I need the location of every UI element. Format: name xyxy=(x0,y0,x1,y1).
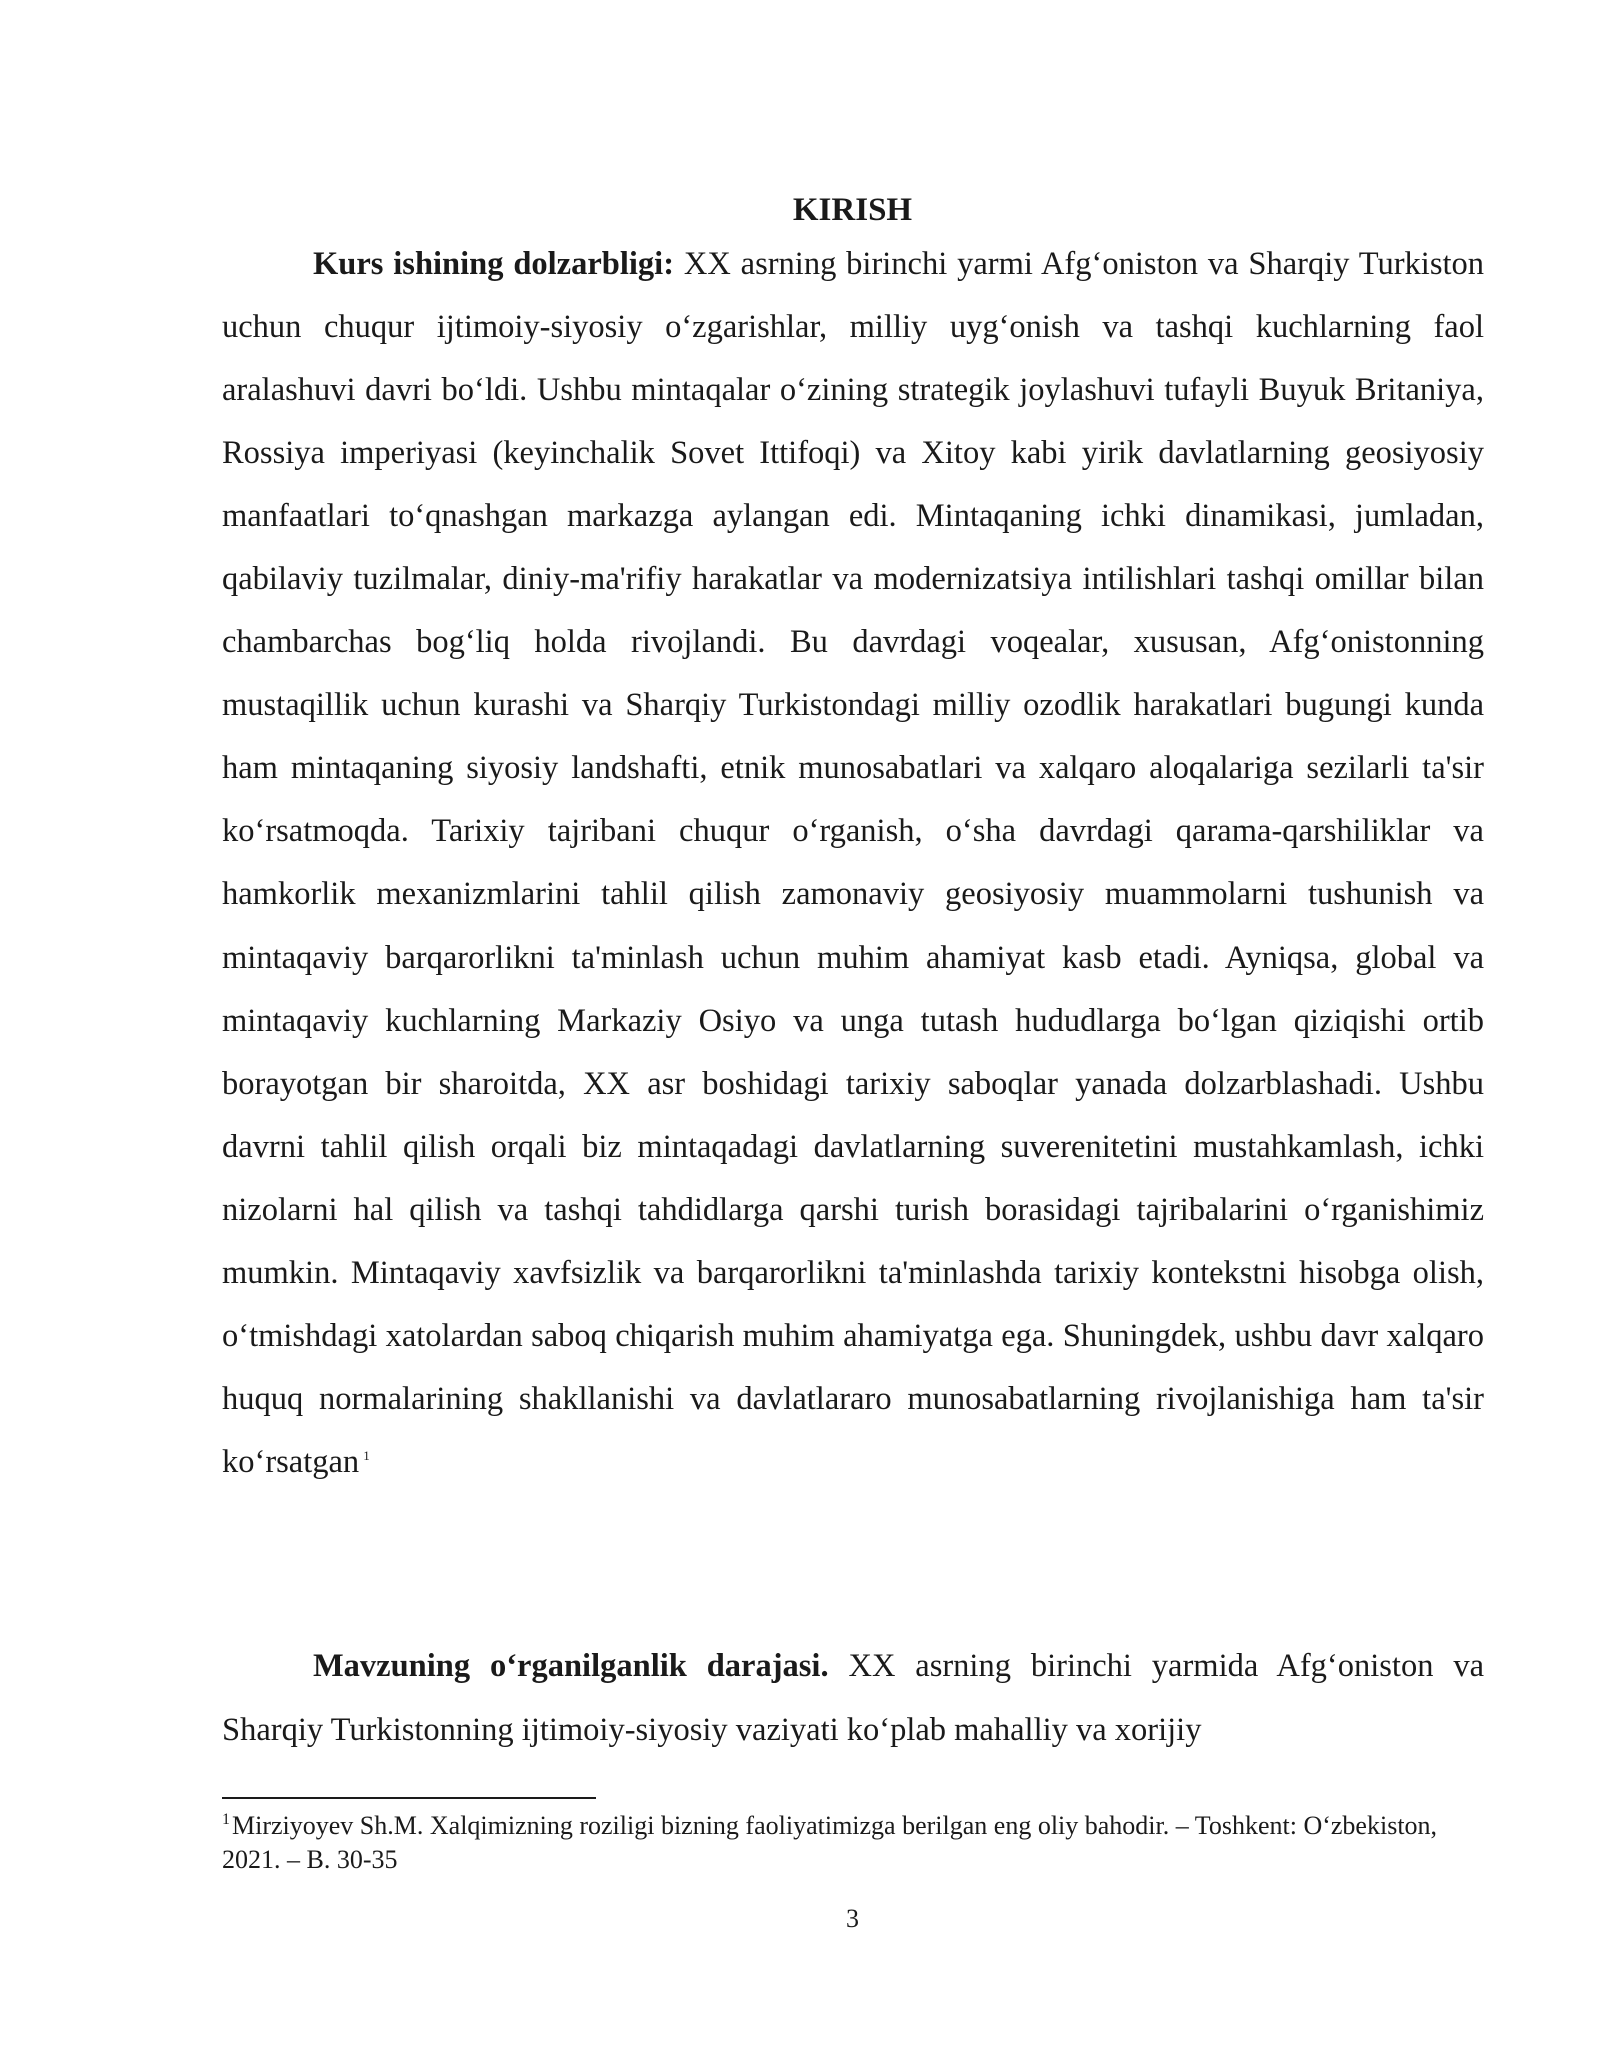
paragraph-relevance xyxy=(222,233,1484,1494)
footnote xyxy=(222,1809,1484,1877)
paragraph-text: XX asrning birinchi yarmida Afg‘oniston va Sharqiy Turkistonning ijtimoiy-siyosiy vaziyati ko‘plab mahalliy va xorijiy xyxy=(222,1648,1485,1748)
paragraph-text: XX asrning birinchi yarmi Afg‘oniston va Sharqiy Turkiston uchun chuqur ijtimoiy-siyosiy o‘zgarishlar, milliy uyg‘onish va tashqi kuchlarning faol aralashuvi davri bo‘ldi. Ushbu mintaqalar o‘zining strategik joylashuvi tufayli Buyuk Britaniya, Rossiya imperiyasi (keyinchalik Sovet Ittifoqi) va Xitoy kabi yirik davlatlarning geosiyosiy manfaatlari to‘qnashgan markazga aylangan edi. Mintaqaning ichki dinamikasi, jumladan, qabilaviy tuzilmalar, diniy-ma'rifiy harakatlar va modernizatsiya intilishlari tashqi omillar bilan chambarchas bog‘liq holda rivojlandi. Bu davrdagi voqealar, xususan, Afg‘onistonning mustaqillik uchun kurashi va Sharqiy Turkistondagi milliy ozodlik harakatlari bugungi kunda ham mintaqaning siyosiy landshafti, etnik munosabatlari va xalqaro aloqalariga sezilarli ta'sir ko‘rsatmoqda. Tarixiy tajribani chuqur o‘rganish, o‘sha davrdagi qarama-qarshiliklar va hamkorlik mexanizmlarini tahlil qilish zamonaviy geosiyosiy muammolarni tushunish va mintaqaviy barqarorlikni ta'minlash uchun muhim ahamiyat kasb etadi. Ayniqsa, global va mintaqaviy kuchlarning Markaziy Osiyo va unga tutash hududlarga bo‘lgan qiziqishi ortib borayotgan bir sharoitda, XX asr boshidagi tarixiy saboqlar yanada dolzarblashadi. Ushbu davrni tahlil qilish orqali biz mintaqadagi davlatlarning suverenitetini mustahkamlash, ichki nizolarni hal qilish va tashqi tahdidlarga qarshi turish borasidagi tajribalarini o‘rganishimiz mumkin. Mintaqaviy xavfsizlik va barqarorlikni ta'minlashda tarixiy kontekstni hisobga olish, o‘tmishdagi xatolardan saboq chiqarish muhim ahamiyatga ega. Shuningdek, ushbu davr xalqaro huquq normalarining shakllanishi va davlatlararo munosabatlarning rivojlanishiga ham ta'sir ko‘rsatgan xyxy=(222,246,1484,1480)
page-number: 3 xyxy=(846,1904,859,1933)
page-heading: KIRISH xyxy=(792,192,913,228)
footnote-reference[interactable]: 1 xyxy=(363,1448,370,1464)
footnote-mark: 1 xyxy=(222,1811,230,1829)
footnote-text: Mirziyoyev Sh.M. Xalqimizning roziligi bizning faoliyatimizga berilgan eng oliy bahodir. – Toshkent: O‘zbekiston, 2021. – B. 30-35 xyxy=(222,1811,1438,1874)
paragraph-lead: Kurs ishining dolzarbligi: xyxy=(313,246,675,282)
paragraph-lead: Mavzuning o‘rganilganlik darajasi. xyxy=(313,1648,829,1684)
paragraph-study-level xyxy=(222,1634,1484,1762)
footnote-separator xyxy=(222,1797,596,1799)
